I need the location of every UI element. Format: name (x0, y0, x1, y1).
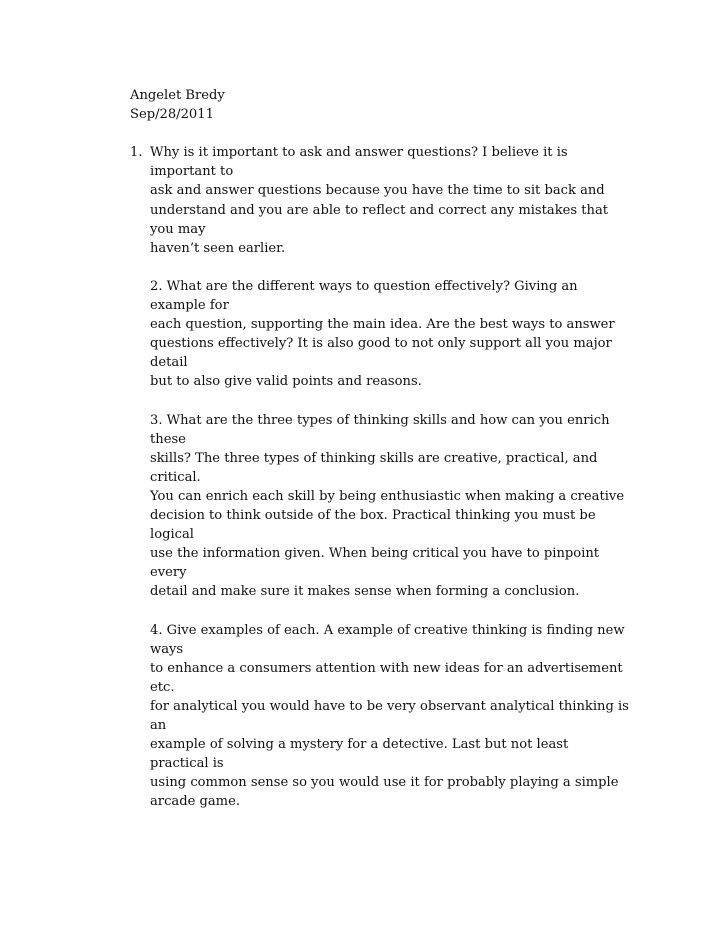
question-3-line-4: decision to think outside of the box. Practical thinking you must be logical (150, 508, 596, 543)
question-4-line-3: for analytical you would have to be very observant analytical thinking is an (150, 699, 629, 734)
question-2-line-1: 2. What are the different ways to question effectively? Giving an example for (150, 278, 578, 314)
document-body (130, 86, 630, 812)
question-2-line-3: questions effectively? It is also good to not only support all you major detail (150, 336, 612, 371)
question-3-line-1: 3. What are the three types of thinking skills and how can you enrich these (150, 412, 610, 447)
question-2 (130, 277, 630, 392)
question-4-line-2: to enhance a consumers attention with new ideas for an advertisement etc. (150, 660, 623, 695)
question-1-line-3: understand and you are able to reflect and correct any mistakes that you may (150, 202, 609, 237)
question-4 (130, 621, 630, 812)
question-3-line-2: skills? The three types of thinking skills are creative, practical, and critical. (150, 450, 598, 485)
question-2-line-4: but to also give valid points and reasons. (150, 374, 422, 390)
question-3-line-6: detail and make sure it makes sense when forming a conclusion. (150, 584, 580, 600)
question-1-line-4: haven’t seen earlier. (150, 240, 286, 256)
spacer (130, 124, 630, 143)
question-1-number: 1. (130, 145, 143, 161)
spacer (130, 392, 630, 411)
question-1 (130, 143, 630, 258)
spacer (130, 258, 630, 277)
question-3-line-3: You can enrich each skill by being enthusiastic when making a creative (150, 488, 625, 504)
question-1-line-2: ask and answer questions because you have the time to sit back and (150, 183, 605, 199)
question-1-line-1: Why is it important to ask and answer questions? I believe it is important to (150, 145, 568, 180)
question-3-line-5: use the information given. When being critical you have to pinpoint every (150, 546, 600, 581)
spacer (130, 602, 630, 621)
question-4-line-4: example of solving a mystery for a detective. Last but not least practical is (150, 737, 569, 772)
question-3 (130, 411, 630, 602)
document-date: Sep/28/2011 (130, 107, 214, 123)
question-2-line-2: each question, supporting the main idea. Are the best ways to answer (150, 317, 615, 333)
question-4-line-5: using common sense so you would use it for probably playing a simple (150, 775, 619, 791)
author-name: Angelet Bredy (130, 88, 225, 103)
question-4-line-1: 4. Give examples of each. A example of creative thinking is finding new ways (150, 622, 625, 657)
question-4-line-6: arcade game. (150, 794, 241, 810)
